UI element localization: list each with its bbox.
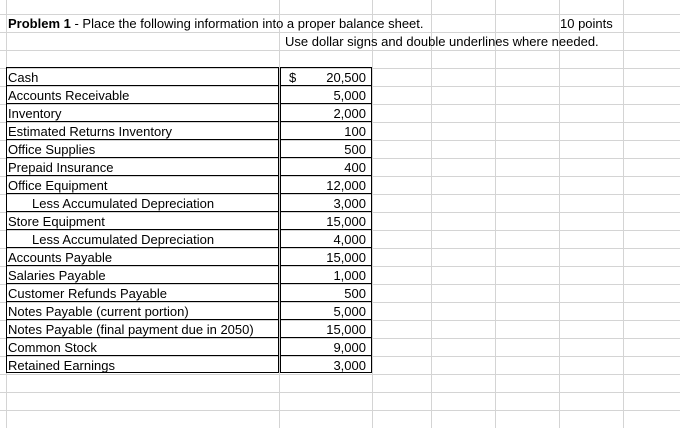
account-amount[interactable]: 400 — [344, 160, 366, 175]
row-border — [6, 229, 279, 230]
account-name[interactable]: Accounts Receivable — [8, 88, 130, 103]
account-amount[interactable]: 5,000 — [333, 304, 366, 319]
problem-title — [8, 15, 424, 32]
row-border — [6, 157, 279, 158]
row-border — [280, 247, 372, 248]
account-name[interactable]: Common Stock — [8, 340, 97, 355]
row-border — [280, 157, 372, 158]
row-border — [280, 355, 372, 356]
row-border — [280, 319, 372, 320]
row-border — [280, 103, 372, 104]
row-border — [280, 139, 372, 140]
account-amount[interactable]: 9,000 — [333, 340, 366, 355]
account-amount[interactable]: 12,000 — [326, 178, 366, 193]
problem-label: Problem 1 — [8, 16, 71, 31]
account-name[interactable]: Accounts Payable — [8, 250, 113, 265]
row-border — [6, 337, 279, 338]
account-amount[interactable]: 4,000 — [333, 232, 366, 247]
row-border — [6, 283, 279, 284]
account-name[interactable]: Office Supplies — [8, 142, 96, 157]
row-border — [6, 85, 279, 86]
account-amount[interactable]: 500 — [344, 286, 366, 301]
account-name[interactable]: Notes Payable (current portion) — [8, 304, 189, 319]
dollar-sign: $ — [289, 70, 297, 85]
account-amount[interactable]: 500 — [344, 142, 366, 157]
row-border — [280, 193, 372, 194]
row-border — [280, 283, 372, 284]
row-border — [6, 265, 279, 266]
row-border — [280, 85, 372, 86]
row-border — [6, 355, 279, 356]
row-border — [280, 265, 372, 266]
account-amount[interactable]: 3,000 — [333, 196, 366, 211]
account-amount[interactable]: 5,000 — [333, 88, 366, 103]
account-amount[interactable]: 3,000 — [333, 358, 366, 373]
account-name[interactable]: Store Equipment — [8, 214, 105, 229]
row-border — [6, 211, 279, 212]
account-amount[interactable]: 15,000 — [326, 214, 366, 229]
account-amount[interactable]: 20,500 — [326, 70, 366, 85]
row-border — [6, 139, 279, 140]
account-amount[interactable]: 1,000 — [333, 268, 366, 283]
row-border — [280, 337, 372, 338]
account-amount[interactable]: 100 — [344, 124, 366, 139]
account-name[interactable]: Cash — [8, 70, 39, 85]
row-border — [6, 103, 279, 104]
account-name[interactable]: Prepaid Insurance — [8, 160, 114, 175]
account-name[interactable]: Notes Payable (final payment due in 2050) — [8, 322, 254, 337]
problem-instruction: - Place the following information into a proper balance sheet. — [70, 16, 424, 31]
account-name[interactable]: Retained Earnings — [8, 358, 115, 373]
row-border — [280, 211, 372, 212]
account-name[interactable]: Inventory — [8, 106, 62, 121]
row-border — [6, 175, 279, 176]
points-label: 10 points — [560, 16, 613, 31]
row-border — [280, 229, 372, 230]
account-amount[interactable]: 2,000 — [333, 106, 366, 121]
account-name[interactable]: Office Equipment — [8, 178, 108, 193]
account-name[interactable]: Less Accumulated Depreciation — [32, 196, 215, 211]
row-border — [6, 247, 279, 248]
row-border — [6, 319, 279, 320]
account-amount[interactable]: 15,000 — [326, 250, 366, 265]
instruction-note: Use dollar signs and double underlines where needed. — [285, 34, 599, 49]
account-amount[interactable]: 15,000 — [326, 322, 366, 337]
row-border — [280, 175, 372, 176]
row-border — [280, 301, 372, 302]
row-border — [6, 193, 279, 194]
account-name[interactable]: Customer Refunds Payable — [8, 286, 167, 301]
account-name[interactable]: Estimated Returns Inventory — [8, 124, 173, 139]
account-name[interactable]: Less Accumulated Depreciation — [32, 232, 215, 247]
row-border — [280, 121, 372, 122]
row-border — [6, 121, 279, 122]
row-border — [6, 301, 279, 302]
account-name[interactable]: Salaries Payable — [8, 268, 106, 283]
